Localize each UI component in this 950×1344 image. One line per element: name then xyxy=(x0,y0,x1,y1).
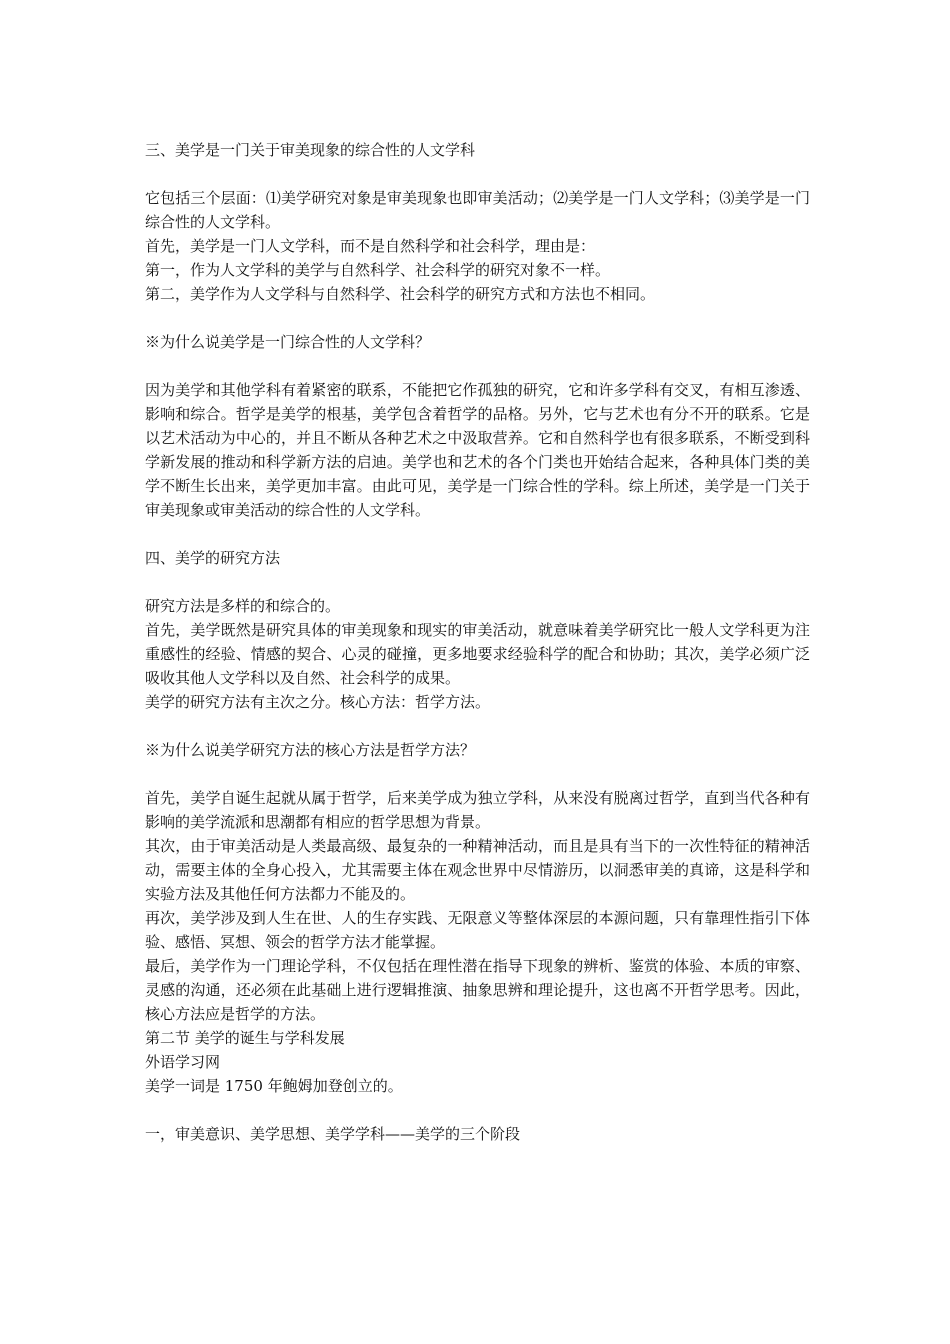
paragraph: 再次，美学涉及到人生在世、人的生存实践、无限意义等整体深层的本源问题，只有靠理性指引下体验、感悟、冥想、领会的哲学方法才能掌握。 xyxy=(145,909,810,951)
chapter-section-title: 第二节 美学的诞生与学科发展 xyxy=(145,1029,345,1047)
blank-line xyxy=(145,570,810,594)
paragraph: 其次，由于审美活动是人类最高级、最复杂的一种精神活动，而且是具有当下的一次性特征的精神活动，需要主体的全身心投入，尤其需要主体在观念世界中尽情游历，以洞悉审美的真谛，这是科学和实验方法及其他任何方法都力不能及的。 xyxy=(145,837,810,903)
blank-line xyxy=(145,522,810,546)
paragraph: 美学一词是 1750 年鲍姆加登创立的。 xyxy=(145,1077,403,1095)
paragraph: 第一，作为人文学科的美学与自然科学、社会科学的研究对象不一样。 xyxy=(145,261,611,279)
blank-line xyxy=(145,354,810,378)
paragraph: 因为美学和其他学科有着紧密的联系，不能把它作孤独的研究，它和许多学科有交叉，有相互渗透、影响和综合。哲学是美学的根基，美学包含着哲学的品格。另外，它与艺术也有分不开的联系。它是以艺术活动为中心的，并且不断从各种艺术之中汲取营养。它和自然科学也有很多联系，不断受到科学新发展的推动和科学新方法的启迪。美学也和艺术的各个门类也开始结合起来，各种具体门类的美学不断生长出来，美学更加丰富。由此可见，美学是一门综合性的学科。综上所述，美学是一门关于审美现象或审美活动的综合性的人文学科。 xyxy=(145,381,810,519)
blank-line xyxy=(145,306,810,330)
blank-line xyxy=(145,1098,810,1122)
blank-line xyxy=(145,714,810,738)
paragraph: 它包括三个层面：⑴美学研究对象是审美现象也即审美活动；⑵美学是一门人文学科；⑶美学是一门综合性的人文学科。 xyxy=(145,189,810,231)
paragraph: 美学的研究方法有主次之分。核心方法：哲学方法。 xyxy=(145,693,491,711)
question-heading: ※为什么说美学是一门综合性的人文学科？ xyxy=(145,333,431,351)
site-watermark-text: 外语学习网 xyxy=(145,1053,221,1071)
document-body xyxy=(145,138,810,1146)
paragraph: 第二，美学作为人文学科与自然科学、社会科学的研究方式和方法也不相同。 xyxy=(145,285,656,303)
paragraph: 首先，美学自诞生起就从属于哲学，后来美学成为独立学科，从来没有脱离过哲学，直到当代各种有影响的美学流派和思潮都有相应的哲学思想为背景。 xyxy=(145,789,810,831)
paragraph: 首先，美学既然是研究具体的审美现象和现实的审美活动，就意味着美学研究比一般人文学科更为注重感性的经验、情感的契合、心灵的碰撞，更多地要求经验科学的配合和协助；其次，美学必须广泛吸收其他人文学科以及自然、社会科学的成果。 xyxy=(145,621,810,687)
blank-line xyxy=(145,162,810,186)
section-heading: 四、美学的研究方法 xyxy=(145,549,281,567)
paragraph: 最后，美学作为一门理论学科，不仅包括在理性潜在指导下现象的辨析、鉴赏的体验、本质的审察、灵感的沟通，还必须在此基础上进行逻辑推演、抽象思辨和理论提升，这也离不开哲学思考。因此，核心方法应是哲学的方法。 xyxy=(145,957,810,1023)
question-heading: ※为什么说美学研究方法的核心方法是哲学方法？ xyxy=(145,741,476,759)
section-heading: 三、美学是一门关于审美现象的综合性的人文学科 xyxy=(145,141,476,159)
blank-line xyxy=(145,762,810,786)
paragraph: 研究方法是多样的和综合的。 xyxy=(145,597,341,615)
section-heading: 一，审美意识、美学思想、美学学科——美学的三个阶段 xyxy=(145,1125,521,1143)
paragraph: 首先，美学是一门人文学科，而不是自然科学和社会科学，理由是： xyxy=(145,237,596,255)
